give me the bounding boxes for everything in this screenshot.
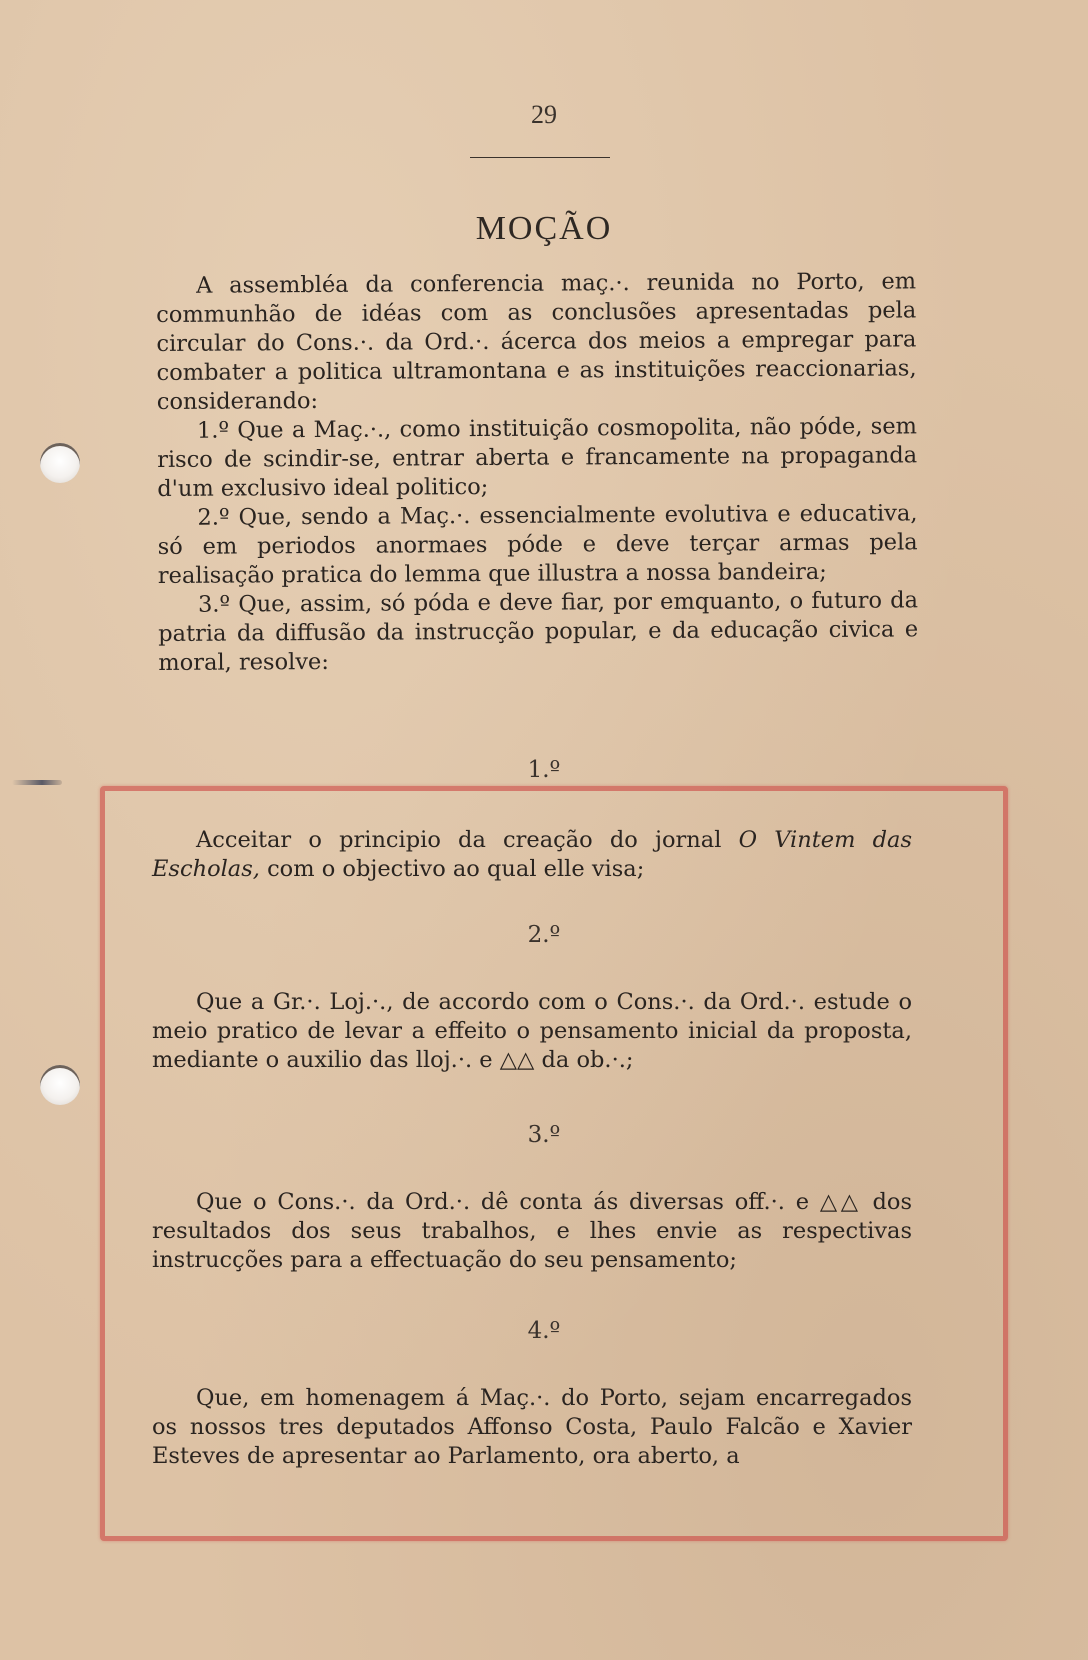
resolution-number-3: 3.º — [527, 1122, 561, 1148]
preamble-item-1: 1.º Que a Maç.·., como instituição cosmopolita, não póde, sem risco de scindir-se, entrar aberta e francamente na propaganda d'um exclusivo ideal politico; — [157, 413, 918, 502]
resolution-text-3: Que o Cons.·. da Ord.·. dê conta ás diversas off.·. e △△ dos resultados dos seus trabalhos, e lhes envie as respectivas instrucções para a effectuação do seu pensamento; — [152, 1189, 912, 1273]
header-rule — [470, 157, 610, 158]
preamble — [156, 267, 918, 678]
resolution-1-text-after: com o objectivo ao qual elle visa; — [259, 856, 645, 882]
preamble-item-2: 2.º Que, sendo a Maç.·. essencialmente evolutiva e educativa, só em periodos anormaes póde e deve terçar armas pela realisação pratica do lemma que illustra a nossa bandeira; — [157, 500, 918, 589]
punch-hole — [40, 1065, 80, 1105]
newspaper-title: O Vintem das Escholas, — [152, 827, 912, 882]
resolution-text-1 — [152, 826, 912, 884]
page-number: 29 — [531, 100, 557, 129]
page-title: MOÇÃO — [475, 210, 613, 247]
resolution-text-4: Que, em homenagem á Maç.·. do Porto, sejam encarregados os nossos tres deputados Affonso Costa, Paulo Falcão e Xavier Esteves de apresentar ao Parlamento, ora aberto, a — [152, 1385, 912, 1469]
resolution-number-4: 4.º — [527, 1318, 561, 1344]
preamble-intro: A assembléa da conferencia maç.·. reunida no Porto, em communhão de idéas com as conclusões apresentadas pela circular do Cons.·. da Ord.·. ácerca dos meios a empregar para combater a politica ultramontana e as instituições reaccionarias, considerando: — [156, 268, 917, 415]
resolution-number-2: 2.º — [527, 922, 561, 948]
resolution-number-1: 1.º — [527, 757, 561, 783]
resolution-1-text-before: Acceitar o principio da creação do jornal — [196, 827, 739, 853]
punch-hole — [40, 443, 80, 483]
resolution-text-2: Que a Gr.·. Loj.·., de accordo com o Cons.·. da Ord.·. estude o meio pratico de levar a effeito o pensamento inicial da proposta, mediante o auxilio das lloj.·. e △△ da ob.·.; — [152, 989, 912, 1073]
preamble-item-3: 3.º Que, assim, só póda e deve fiar, por emquanto, o futuro da patria da diffusão da instrucção popular, e da educação civica e moral, resolve: — [158, 587, 919, 676]
